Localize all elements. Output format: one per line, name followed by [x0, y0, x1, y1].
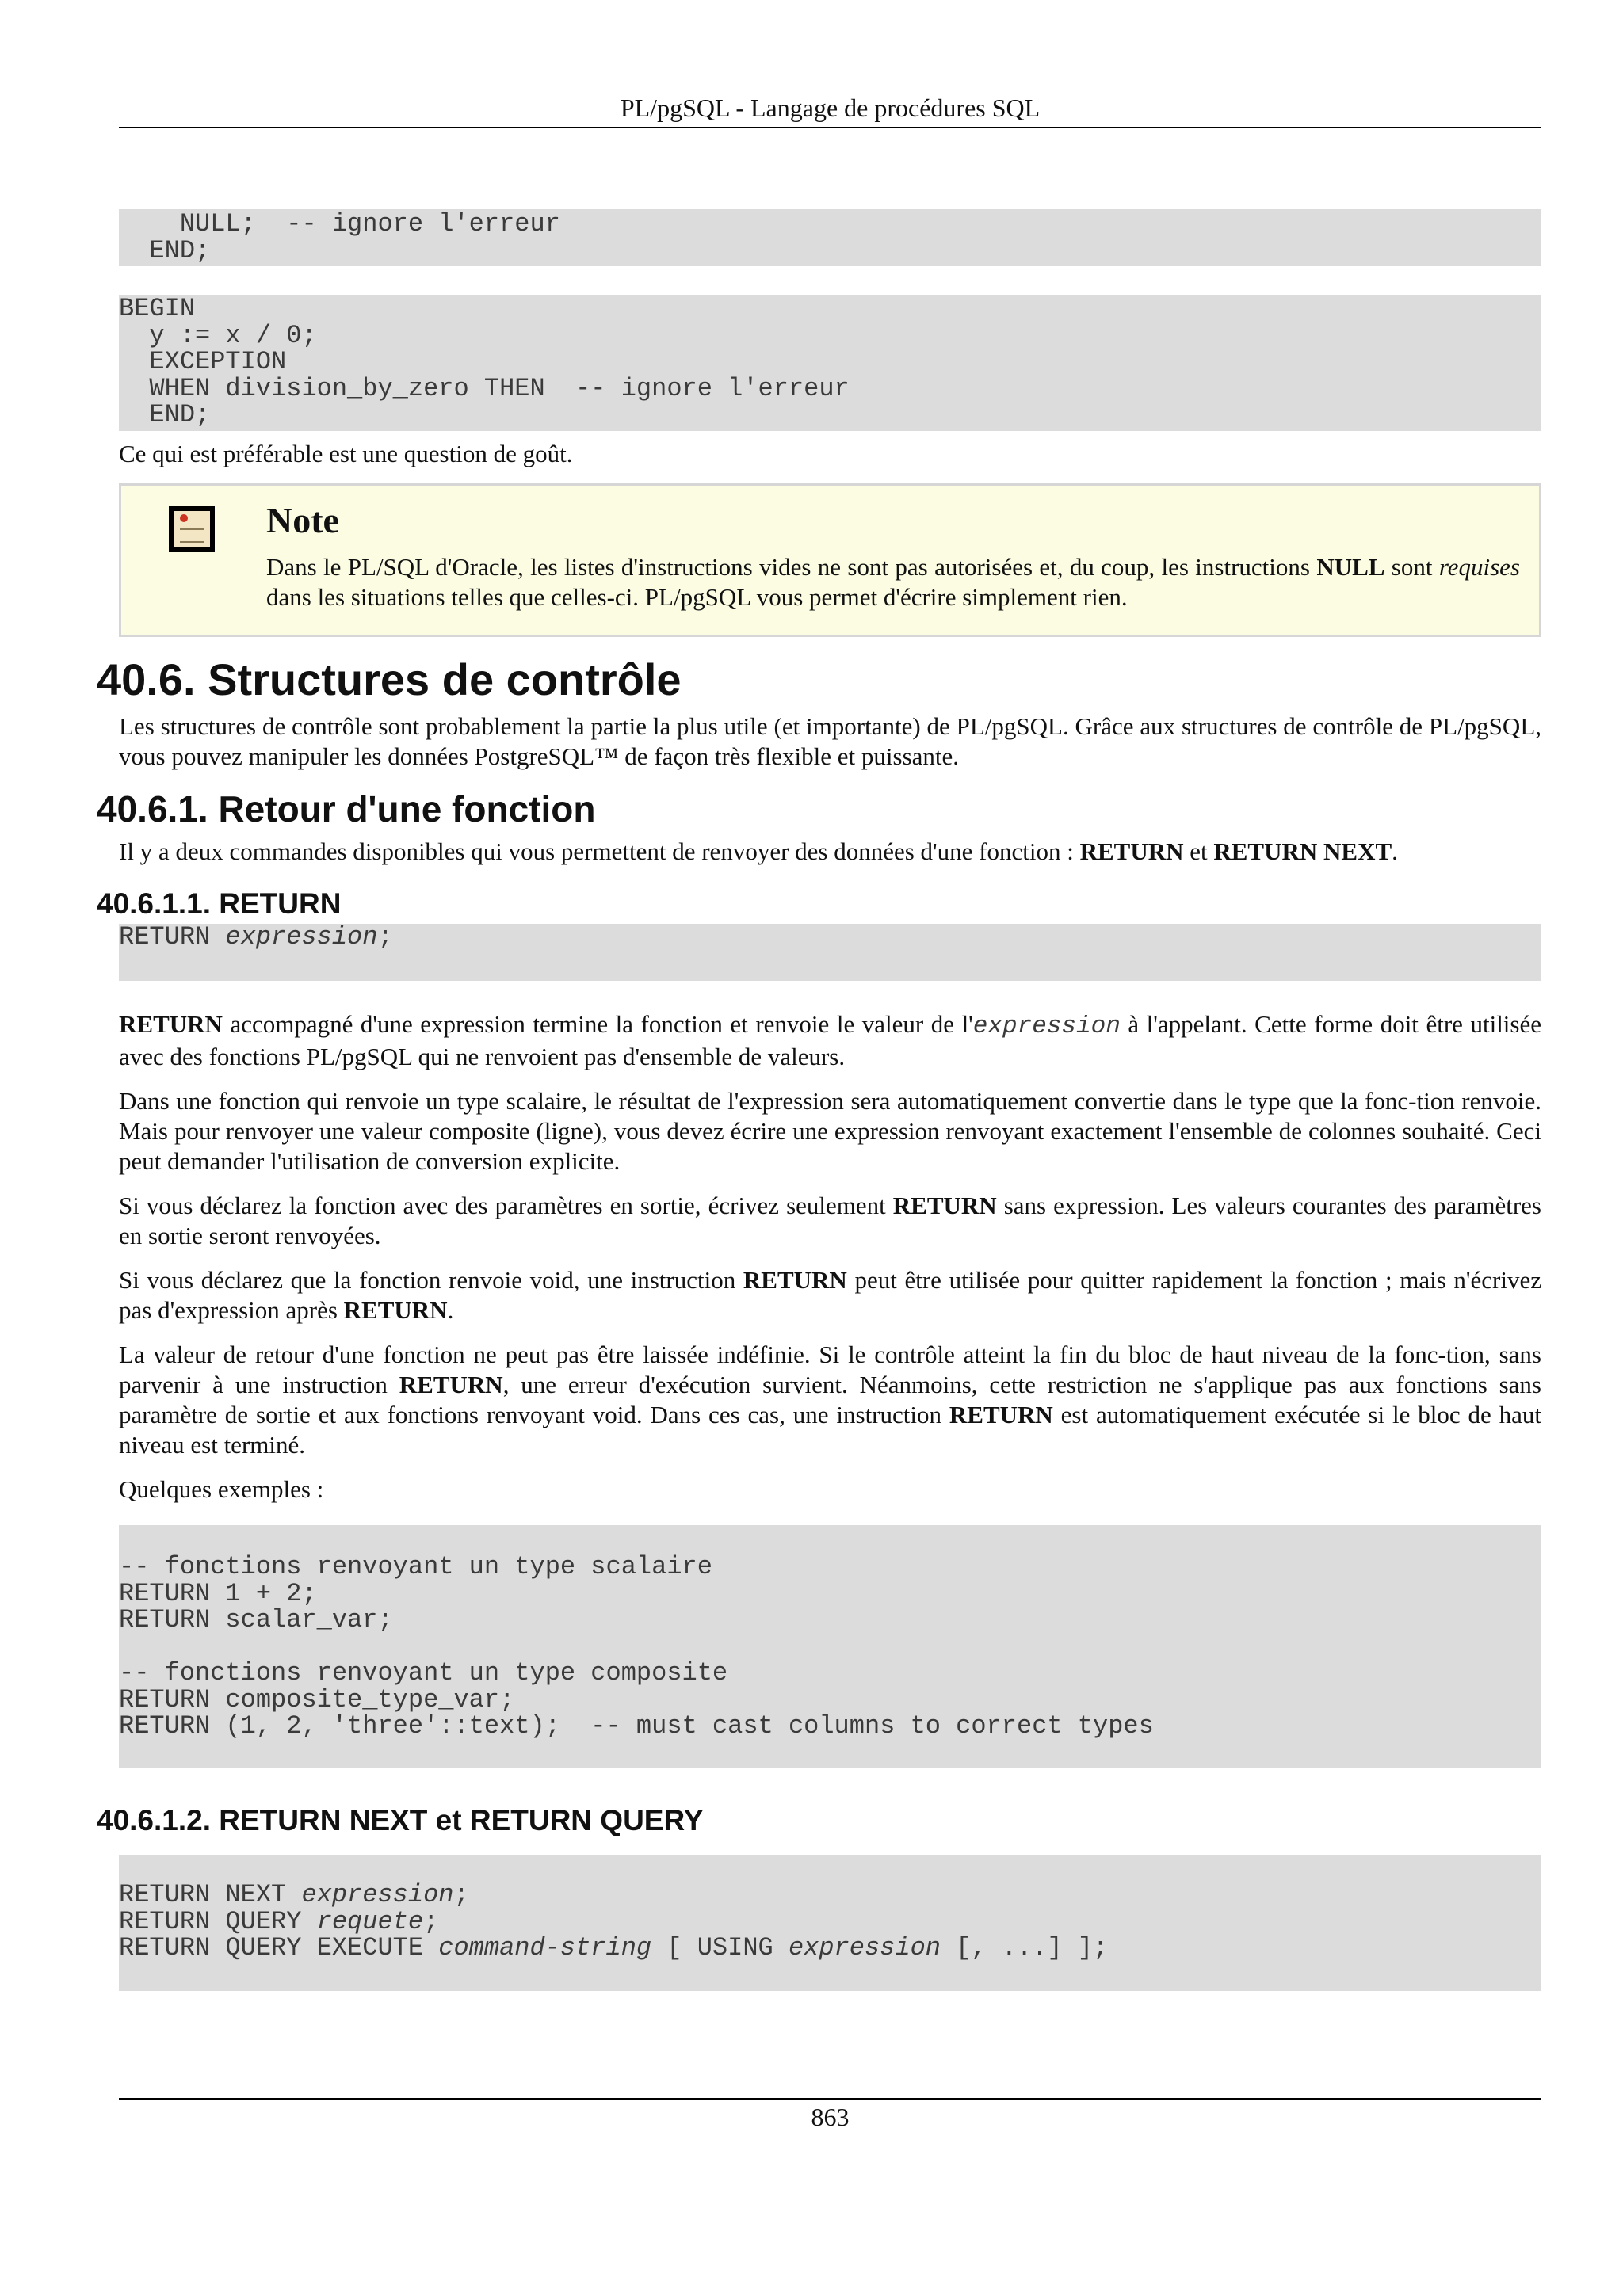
code-argument: command-string	[438, 1933, 652, 1962]
paragraph-taste: Ce qui est préférable est une question de goût.	[119, 440, 573, 467]
code-block-return-syntax	[119, 924, 1541, 981]
text-part: et	[1183, 837, 1214, 865]
text-part: sans expression. Les valeurs courantes des paramètres en sortie seront renvoyées.	[119, 1192, 1541, 1249]
note-box	[119, 483, 1541, 637]
note-keyword-null: NULL	[1316, 553, 1385, 581]
footer-rule	[119, 2098, 1541, 2100]
text-part: à l'appelant. Cette forme doit être utilisée avec des fonctions PL/pgSQL qui ne renvoient pas d'ensemble de valeurs.	[119, 1010, 1541, 1070]
code-argument: expression	[788, 1933, 941, 1962]
text-part: .	[447, 1296, 454, 1324]
keyword-return: RETURN	[119, 1010, 223, 1038]
text-part: est automatiquement exécutée si le bloc de haut niveau est terminé.	[119, 1401, 1541, 1459]
section-heading-40-6: 40.6. Structures de contrôle	[97, 654, 682, 704]
paragraph-return-5	[119, 1340, 1541, 1460]
note-lines-graphic	[180, 528, 204, 543]
keyword-return: RETURN	[343, 1296, 448, 1324]
code-punct: [, ...] ];	[940, 1933, 1109, 1962]
pin-graphic	[180, 514, 188, 522]
keyword-return: RETURN	[1079, 837, 1184, 865]
page-number: 863	[811, 2103, 850, 2131]
note-icon	[169, 506, 215, 552]
text-part: .	[1392, 837, 1398, 865]
code-block-return-next-syntax	[119, 1855, 1541, 1991]
paragraph-return-3	[119, 1191, 1541, 1251]
header-rule	[119, 127, 1541, 128]
code-keyword: RETURN NEXT	[119, 1880, 302, 1909]
page-content	[97, 209, 1541, 1991]
code-argument: requete	[316, 1906, 424, 1936]
paragraph-return-4	[119, 1265, 1541, 1325]
section-40-6-intro: Les structures de contrôle sont probablement la partie la plus utile (et importante) de PL/pgSQL. Grâce aux structures de contrôle de PL/pgSQL, vous pouvez manipuler les données PostgreSQL™ de façon très flexible et puissante.	[119, 712, 1541, 770]
keyword-return: RETURN	[743, 1266, 847, 1294]
code-argument: expression	[225, 922, 378, 952]
section-heading-40-6-1: 40.6.1. Retour d'une fonction	[97, 788, 596, 830]
note-paper-graphic	[174, 511, 210, 547]
keyword-return: RETURN	[892, 1192, 997, 1219]
code-punct: ;	[377, 922, 393, 952]
paragraph-return-1	[119, 1009, 1541, 1072]
note-text-part: sont	[1384, 553, 1439, 581]
running-header: PL/pgSQL - Langage de procédures SQL	[620, 93, 1041, 122]
code-block-null-end: NULL; -- ignore l'erreur END;	[119, 209, 1541, 266]
keyword-return-next: RETURN NEXT	[1213, 837, 1392, 865]
code-block-begin-exception: BEGIN y := x / 0; EXCEPTION WHEN division_by_zero THEN -- ignore l'erreur END;	[119, 295, 1541, 431]
code-punct: ;	[423, 1906, 439, 1936]
code-keyword: RETURN	[119, 922, 226, 952]
note-text	[266, 552, 1520, 612]
text-part: Si vous déclarez la fonction avec des paramètres en sortie, écrivez seulement	[119, 1192, 893, 1219]
section-40-6-1-intro	[119, 837, 1541, 867]
paragraph-return-2: Dans une fonction qui renvoie un type scalaire, le résultat de l'expression sera automatiquement convertie dans le type que la fonc-tion renvoie. Mais pour renvoyer une valeur composite (ligne), vous devez écrire une expression renvoyant exactement l'ensemble de colonnes souhaité. Ceci peut demander l'utilisation de conversion explicite.	[119, 1087, 1541, 1175]
note-emphasis: requises	[1438, 553, 1520, 581]
paragraph-examples-intro: Quelques exemples :	[119, 1475, 324, 1503]
code-keyword: RETURN QUERY	[119, 1906, 317, 1936]
note-text-part: dans les situations telles que celles-ci. PL/pgSQL vous permet d'écrire simplement rien.	[266, 583, 1128, 611]
code-argument: expression	[301, 1880, 454, 1909]
keyword-return: RETURN	[949, 1401, 1053, 1428]
text-part: accompagné d'une expression termine la fonction et renvoie le valeur de l'	[222, 1010, 973, 1038]
keyword-return: RETURN	[399, 1371, 503, 1398]
code-block-return-examples: -- fonctions renvoyant un type scalaire RETURN 1 + 2; RETURN scalar_var; -- fonctions renvoyant un type composite RETURN composite_type_var; RETURN (1, 2, 'three'::text); -- must cast columns to correct types	[119, 1525, 1541, 1768]
note-text-part: Dans le PL/SQL d'Oracle, les listes d'instructions vides ne sont pas autorisées et, du coup, les instructions	[266, 553, 1317, 581]
code-text: [ USING	[651, 1933, 789, 1962]
code-punct: ;	[453, 1880, 469, 1909]
text-part: , une erreur d'exécution survient. Néanmoins, cette restriction ne s'applique pas aux fonctions sans paramètre de sortie et aux fonctions renvoyant void. Dans ces cas, une instruction	[119, 1371, 1541, 1428]
text-part: Si vous déclarez que la fonction renvoie void, une instruction	[119, 1266, 743, 1294]
code-keyword: RETURN QUERY EXECUTE	[119, 1933, 439, 1962]
note-title: Note	[266, 500, 339, 540]
inline-code-expression: expression	[972, 1013, 1121, 1040]
text-part: Il y a deux commandes disponibles qui vous permettent de renvoyer des données d'une fonction :	[119, 837, 1080, 865]
section-heading-40-6-1-2: 40.6.1.2. RETURN NEXT et RETURN QUERY	[97, 1804, 704, 1836]
section-heading-40-6-1-1: 40.6.1.1. RETURN	[97, 887, 342, 920]
text-part: peut être utilisée pour quitter rapidement la fonction ; mais n'écrivez pas d'expression après	[119, 1266, 1541, 1324]
text-part: La valeur de retour d'une fonction ne peut pas être laissée indéfinie. Si le contrôle atteint la fin du bloc de haut niveau de la fonc-tion, sans parvenir à une instruction	[119, 1341, 1541, 1398]
